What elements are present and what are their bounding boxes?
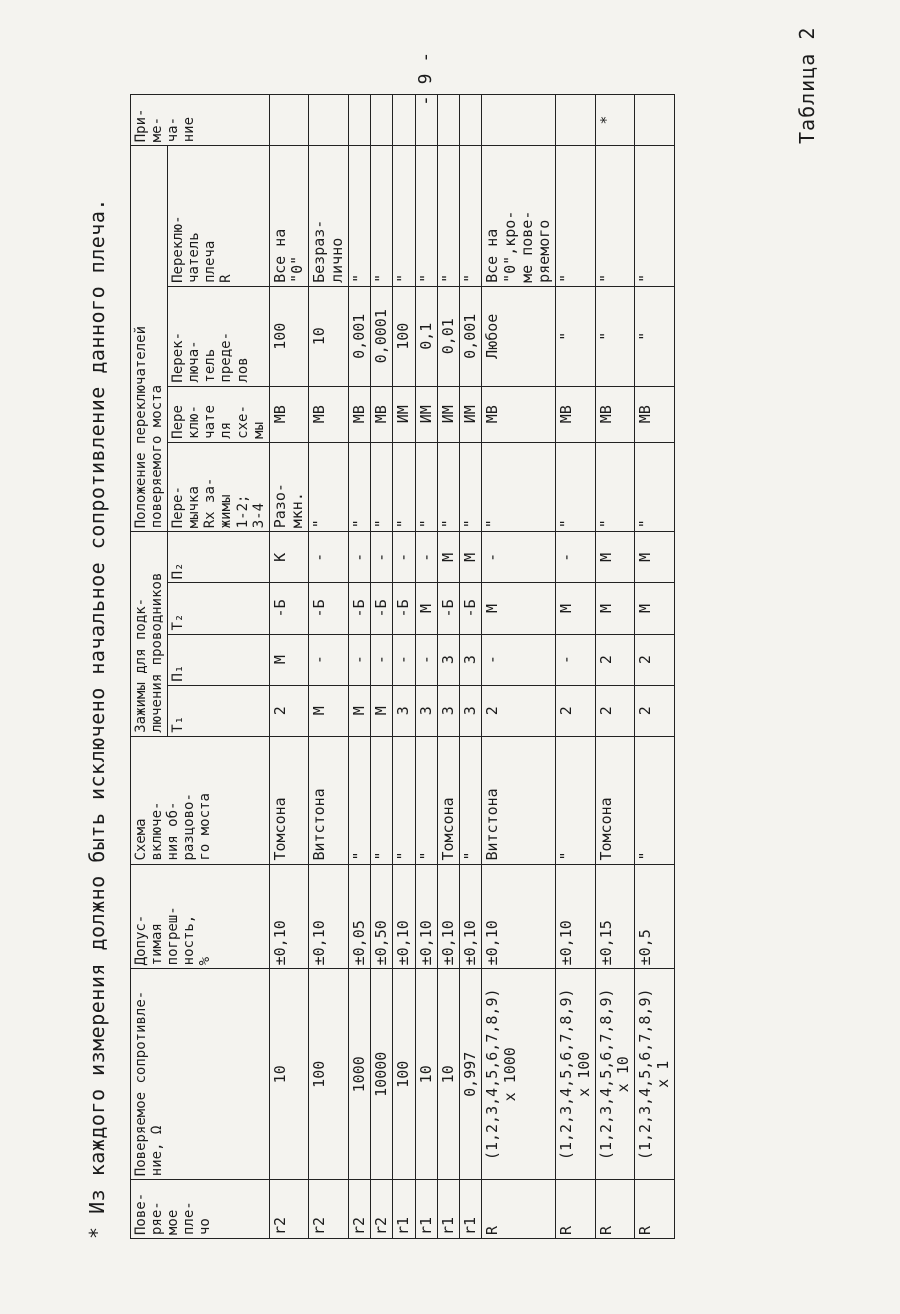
cell-resistance: 100 [309,969,349,1180]
cell-range-switch: 0,0001 [371,286,393,386]
cell-t2: -Б [437,583,459,634]
cell-t2: M [556,583,596,634]
cell-tolerance: ±0,10 [482,864,556,969]
cell-arm-switch: " [556,146,596,287]
cell-p1: M [269,634,309,685]
cell-t2: -Б [309,583,349,634]
cell-t1: 2 [482,685,556,736]
cell-t1: 2 [556,685,596,736]
cell-scheme-switch: ИМ [437,386,459,442]
cell-tolerance: ±0,05 [348,864,370,969]
cell-p2: K [269,532,309,583]
cell-jumper: " [460,442,482,531]
header-resistance: Поверяемое сопротивле- ние, Ω [131,969,270,1180]
cell-range-switch: " [635,286,675,386]
cell-jumper: " [556,442,596,531]
header-arm: Пове- ряе- мое пле- чо [131,1180,270,1239]
cell-t1: 3 [393,685,415,736]
header-clamps: Зажимы для подк- лючения проводников [131,532,168,736]
header-jumper: Пере- мычка Rx за- жимы 1-2; 3-4 [168,442,270,531]
cell-range-switch: 10 [309,286,349,386]
cell-t1: M [348,685,370,736]
cell-arm-switch: " [348,146,370,287]
table-title: Таблица 2 [795,26,819,144]
cell-resistance: 0,997 [460,969,482,1180]
cell-p2: - [309,532,349,583]
cell-tolerance: ±0,10 [393,864,415,969]
cell-scheme-switch: ИМ [415,386,437,442]
verification-table [130,94,675,1239]
cell-note [482,95,556,146]
cell-resistance: 1000 [348,969,370,1180]
cell-p2: M [460,532,482,583]
cell-t1: M [309,685,349,736]
table-row [595,95,635,1239]
cell-scheme: " [371,736,393,864]
cell-arm-switch: Все на "0" [269,146,309,287]
cell-scheme: Томсона [595,736,635,864]
cell-p2: M [595,532,635,583]
cell-p1: 2 [595,634,635,685]
cell-scheme: " [348,736,370,864]
cell-arm: r1 [437,1180,459,1239]
header-switches: Положение переключателей поверяемого моста [131,146,168,532]
cell-note [269,95,309,146]
cell-p1: - [371,634,393,685]
cell-t1: 2 [269,685,309,736]
cell-p2: - [348,532,370,583]
cell-jumper: " [437,442,459,531]
cell-range-switch: " [595,286,635,386]
cell-t2: -Б [460,583,482,634]
cell-t1: 3 [460,685,482,736]
cell-t2: M [482,583,556,634]
cell-t1: 2 [635,685,675,736]
cell-arm-switch: " [415,146,437,287]
cell-t1: 3 [437,685,459,736]
cell-note [348,95,370,146]
header-range-switch: Перек- люча- тель преде- лов [168,286,270,386]
table-row [393,95,415,1239]
cell-t2: M [595,583,635,634]
cell-jumper: " [371,442,393,531]
cell-arm: R [482,1180,556,1239]
cell-p2: - [415,532,437,583]
header-p1: П₁ [168,634,270,685]
cell-t2: -Б [393,583,415,634]
cell-p2: - [371,532,393,583]
cell-tolerance: ±0,10 [437,864,459,969]
cell-scheme-switch: МВ [371,386,393,442]
cell-p1: - [348,634,370,685]
cell-resistance: (1,2,3,4,5,6,7,8,9) x 1000 [482,969,556,1180]
cell-p2: M [437,532,459,583]
header-t1: T₁ [168,685,270,736]
cell-p1: 2 [635,634,675,685]
cell-arm-switch: Все на "0",кро- ме пове- ряемого [482,146,556,287]
header-p2: П₂ [168,532,270,583]
cell-range-switch: 100 [393,286,415,386]
cell-resistance: 10 [415,969,437,1180]
table-row [460,95,482,1239]
cell-note [393,95,415,146]
cell-t2: -Б [269,583,309,634]
cell-scheme-switch: ИМ [460,386,482,442]
cell-arm: r1 [460,1180,482,1239]
cell-p1: 3 [460,634,482,685]
cell-arm-switch: " [371,146,393,287]
table-row [309,95,349,1239]
cell-arm: r2 [309,1180,349,1239]
cell-tolerance: ±0,5 [635,864,675,969]
cell-scheme: " [460,736,482,864]
cell-t2: M [415,583,437,634]
cell-note [437,95,459,146]
cell-scheme-switch: МВ [309,386,349,442]
cell-p1: - [309,634,349,685]
cell-range-switch: 0,1 [415,286,437,386]
cell-jumper: " [482,442,556,531]
cell-arm: R [635,1180,675,1239]
cell-tolerance: ±0,10 [556,864,596,969]
footnote: * Из каждого измерения должно быть исключено начальное сопротивление данного плеча. [85,198,109,1239]
cell-jumper: " [393,442,415,531]
cell-resistance: (1,2,3,4,5,6,7,8,9) x 10 [595,969,635,1180]
cell-t1: 2 [595,685,635,736]
cell-jumper: Разо- мкн. [269,442,309,531]
cell-p1: - [393,634,415,685]
cell-arm-switch: " [393,146,415,287]
cell-scheme: Томсона [269,736,309,864]
cell-jumper: " [635,442,675,531]
table-row [556,95,596,1239]
footnote-text: Из каждого измерения должно быть исключено начальное сопротивление данного плеча. [85,198,109,1214]
cell-arm: r2 [269,1180,309,1239]
cell-scheme-switch: МВ [482,386,556,442]
header-note: При- ме- ча- ние [131,95,270,146]
cell-note [415,95,437,146]
cell-jumper: " [309,442,349,531]
cell-p2: - [556,532,596,583]
cell-jumper: " [348,442,370,531]
cell-resistance: 10 [437,969,459,1180]
cell-tolerance: ±0,10 [309,864,349,969]
cell-arm-switch: " [460,146,482,287]
cell-resistance: (1,2,3,4,5,6,7,8,9) x 1 [635,969,675,1180]
cell-note [635,95,675,146]
cell-scheme: " [415,736,437,864]
cell-resistance: 10 [269,969,309,1180]
cell-tolerance: ±0,10 [415,864,437,969]
cell-arm-switch: " [635,146,675,287]
cell-note [371,95,393,146]
cell-p2: M [635,532,675,583]
cell-p1: - [482,634,556,685]
cell-arm: R [556,1180,596,1239]
cell-t2: -Б [348,583,370,634]
table-row [482,95,556,1239]
cell-note [460,95,482,146]
header-scheme: Схема включе- ния об- разцово- го моста [131,736,270,864]
cell-t1: M [371,685,393,736]
cell-arm: R [595,1180,635,1239]
cell-scheme-switch: МВ [556,386,596,442]
header-t2: T₂ [168,583,270,634]
cell-tolerance: ±0,15 [595,864,635,969]
cell-scheme: " [635,736,675,864]
cell-resistance: 100 [393,969,415,1180]
cell-range-switch: 100 [269,286,309,386]
cell-range-switch: 0,001 [348,286,370,386]
cell-tolerance: ±0,50 [371,864,393,969]
page-number: - 9 - [415,51,436,106]
cell-note [556,95,596,146]
cell-t2: -Б [371,583,393,634]
cell-range-switch: " [556,286,596,386]
cell-jumper: " [415,442,437,531]
cell-arm-switch: " [437,146,459,287]
cell-arm: r2 [348,1180,370,1239]
table-row [269,95,309,1239]
table-row [437,95,459,1239]
header-tolerance: Допус- тимая погреш- ность, % [131,864,270,969]
header-scheme-switch: Пере клю- чате ля схе- мы [168,386,270,442]
cell-range-switch: 0,001 [460,286,482,386]
cell-scheme-switch: МВ [348,386,370,442]
cell-arm-switch: " [595,146,635,287]
cell-scheme: " [556,736,596,864]
cell-arm-switch: Безраз- лично [309,146,349,287]
cell-scheme: Витстона [482,736,556,864]
cell-jumper: " [595,442,635,531]
cell-scheme-switch: МВ [269,386,309,442]
cell-p1: - [415,634,437,685]
header-arm-switch: Переклю- чатель плеча R [168,146,270,287]
cell-range-switch: Любое [482,286,556,386]
cell-note [309,95,349,146]
cell-arm: r2 [371,1180,393,1239]
cell-scheme-switch: МВ [635,386,675,442]
cell-arm: r1 [393,1180,415,1239]
cell-p1: - [556,634,596,685]
table-row [415,95,437,1239]
table-row [371,95,393,1239]
cell-resistance: 10000 [371,969,393,1180]
cell-t1: 3 [415,685,437,736]
cell-scheme-switch: МВ [595,386,635,442]
cell-scheme-switch: ИМ [393,386,415,442]
cell-p1: 3 [437,634,459,685]
table-row [348,95,370,1239]
table-row [635,95,675,1239]
cell-range-switch: 0,01 [437,286,459,386]
cell-t2: M [635,583,675,634]
cell-p2: - [482,532,556,583]
cell-tolerance: ±0,10 [460,864,482,969]
cell-scheme: Томсона [437,736,459,864]
cell-resistance: (1,2,3,4,5,6,7,8,9) x 100 [556,969,596,1180]
cell-note: * [595,95,635,146]
cell-p2: - [393,532,415,583]
cell-scheme: Витстона [309,736,349,864]
cell-arm: r1 [415,1180,437,1239]
cell-scheme: " [393,736,415,864]
cell-tolerance: ±0,10 [269,864,309,969]
